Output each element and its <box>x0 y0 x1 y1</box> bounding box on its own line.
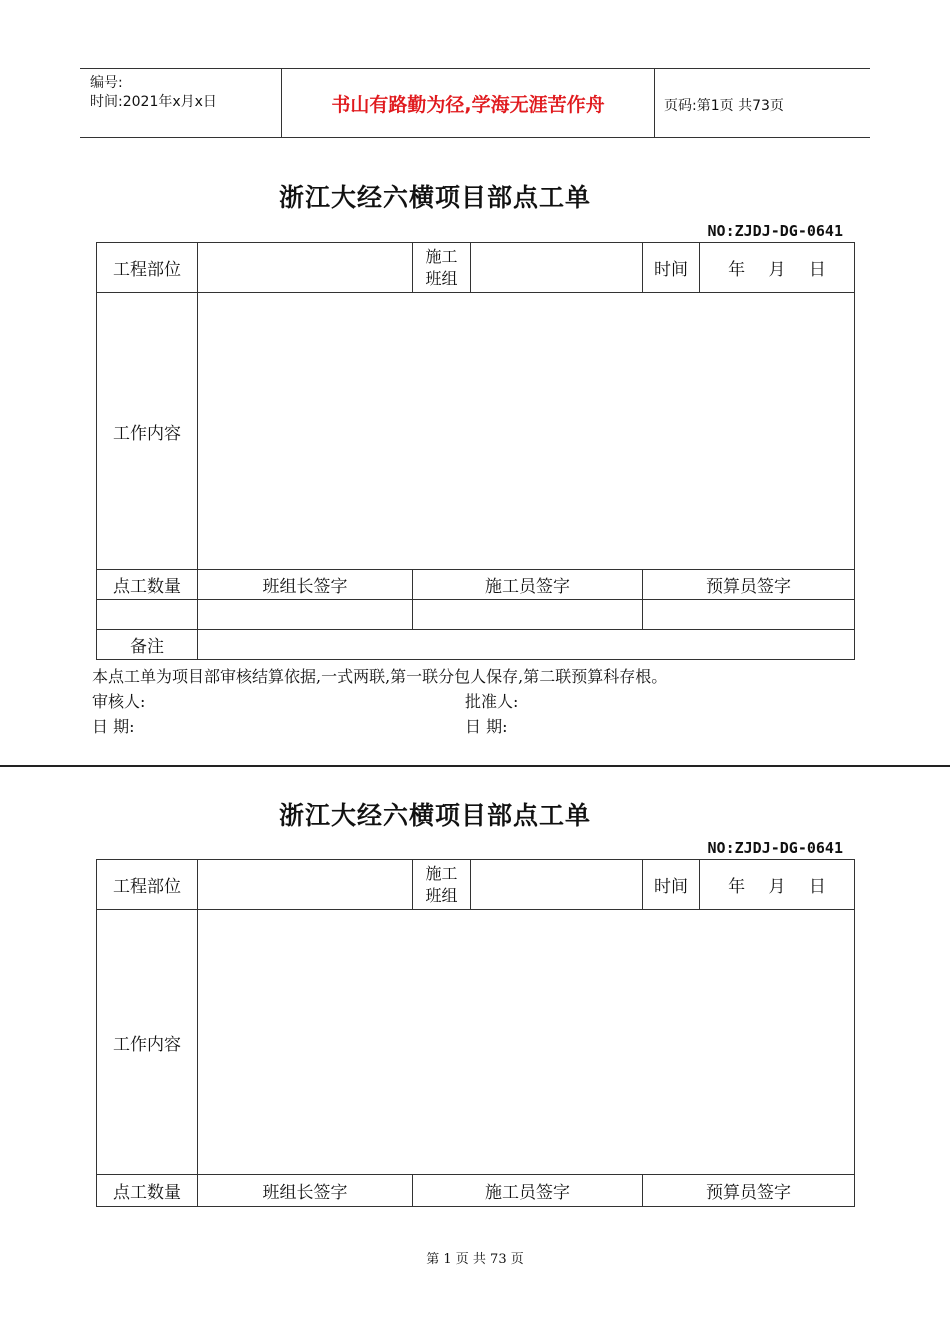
time-label: 时间 <box>643 243 700 293</box>
team-label-line1: 施工 <box>425 246 458 266</box>
reviewer-label: 审核人: <box>92 692 146 711</box>
team-label-line1: 施工 <box>425 863 458 883</box>
worker-sign-field[interactable] <box>413 600 643 630</box>
review-date-label: 日 期: <box>92 717 135 736</box>
team-label <box>413 860 471 910</box>
team-label-line2: 班组 <box>425 268 458 288</box>
team-field[interactable] <box>471 860 643 910</box>
project-part-field[interactable] <box>198 243 413 293</box>
work-content-label: 工作内容 <box>97 910 198 1175</box>
quantity-label: 点工数量 <box>97 1175 198 1207</box>
approver-label: 批准人: <box>465 692 519 711</box>
form2-table <box>96 859 855 1207</box>
quantity-label: 点工数量 <box>97 570 198 600</box>
page-header <box>80 68 870 138</box>
form2-number: NO:ZJDJ-DG-0641 <box>707 839 843 857</box>
page-footer: 第 1 页 共 73 页 <box>426 1252 524 1267</box>
date-day: 日 <box>808 260 826 280</box>
date-day: 日 <box>808 877 826 897</box>
header-motto: 书山有路勤为径,学海无涯苦作舟 <box>282 69 655 137</box>
date-year: 年 <box>728 260 746 280</box>
date-month: 月 <box>768 877 786 897</box>
header-number: 编号: <box>90 75 123 91</box>
work-content-field[interactable] <box>198 910 855 1175</box>
remark-label: 备注 <box>97 630 198 660</box>
time-label: 时间 <box>643 860 700 910</box>
date-month: 月 <box>768 260 786 280</box>
team-label-line2: 班组 <box>425 885 458 905</box>
leader-sign-label: 班组长签字 <box>198 570 413 600</box>
budget-sign-label: 预算员签字 <box>643 1175 855 1207</box>
budget-sign-field[interactable] <box>643 600 855 630</box>
form1-note: 本点工单为项目部审核结算依据,一式两联,第一联分包人保存,第二联预算科存根。 <box>92 667 668 686</box>
remark-field[interactable] <box>198 630 855 660</box>
leader-sign-label: 班组长签字 <box>198 1175 413 1207</box>
worker-sign-label: 施工员签字 <box>413 1175 643 1207</box>
work-content-label: 工作内容 <box>97 293 198 570</box>
quantity-field[interactable] <box>97 600 198 630</box>
form1-table <box>96 242 855 660</box>
header-date: 时间:2021年x月x日 <box>90 94 217 110</box>
work-content-field[interactable] <box>198 293 855 570</box>
date-field[interactable] <box>700 243 855 293</box>
project-part-field[interactable] <box>198 860 413 910</box>
team-field[interactable] <box>471 243 643 293</box>
date-field[interactable] <box>700 860 855 910</box>
team-label <box>413 243 471 293</box>
leader-sign-field[interactable] <box>198 600 413 630</box>
date-year: 年 <box>728 877 746 897</box>
project-part-label: 工程部位 <box>97 243 198 293</box>
form1-title: 浙江大经六横项目部点工单 <box>278 183 591 212</box>
project-part-label: 工程部位 <box>97 860 198 910</box>
header-meta-cell <box>80 69 282 137</box>
budget-sign-label: 预算员签字 <box>643 570 855 600</box>
header-page-info: 页码:第1页 共73页 <box>664 98 784 114</box>
form2-title: 浙江大经六横项目部点工单 <box>278 801 591 830</box>
worker-sign-label: 施工员签字 <box>413 570 643 600</box>
form1-number: NO:ZJDJ-DG-0641 <box>707 222 843 240</box>
section-divider <box>0 765 950 767</box>
approve-date-label: 日 期: <box>465 717 508 736</box>
